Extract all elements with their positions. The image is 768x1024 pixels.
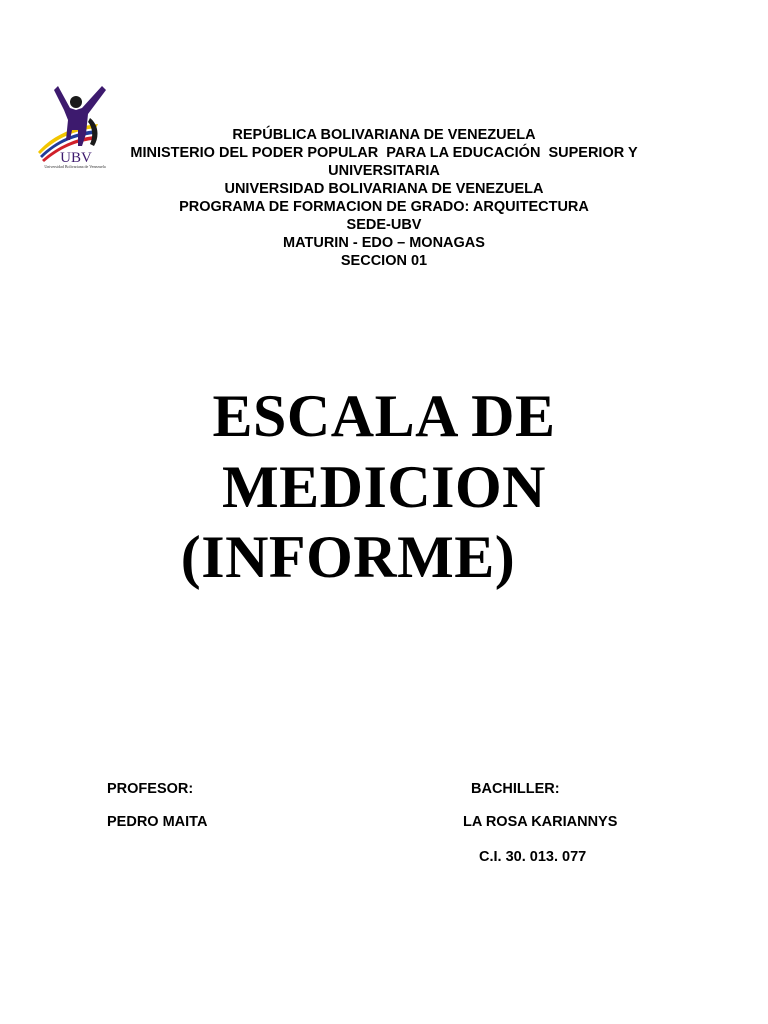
header-line-ministry: MINISTERIO DEL PODER POPULAR PARA LA EDUCACIÓN SUPERIOR Y — [130, 145, 638, 161]
document-title-line-1: ESCALA DE — [212, 383, 556, 449]
logo-caption: Universidad Bolivariana de Venezuela — [44, 164, 106, 169]
header-line-section: SECCION 01 — [340, 253, 428, 269]
header-line-campus: SEDE-UBV — [346, 217, 422, 233]
header-line-ministry-cont: UNIVERSITARIA — [328, 163, 440, 179]
bachiller-name: LA ROSA KARIANNYS — [463, 814, 618, 830]
document-title-line-2: MEDICION — [221, 454, 546, 520]
header-line-university: UNIVERSIDAD BOLIVARIANA DE VENEZUELA — [224, 181, 544, 197]
bachiller-id-number: C.I. 30. 013. 077 — [479, 849, 587, 865]
header-line-program: PROGRAMA DE FORMACION DE GRADO: ARQUITECTURA — [179, 199, 589, 215]
logo-text: UBV — [60, 150, 92, 164]
profesor-name: PEDRO MAITA — [107, 814, 208, 830]
bachiller-label: BACHILLER: — [471, 781, 560, 797]
header-line-location: MATURIN - EDO – MONAGAS — [283, 235, 485, 251]
institution-header — [0, 126, 768, 270]
header-line-republic: REPÚBLICA BOLIVARIANA DE VENEZUELA — [232, 127, 536, 143]
profesor-label: PROFESOR: — [107, 781, 194, 797]
document-title-line-3: (INFORME) — [180, 524, 516, 590]
